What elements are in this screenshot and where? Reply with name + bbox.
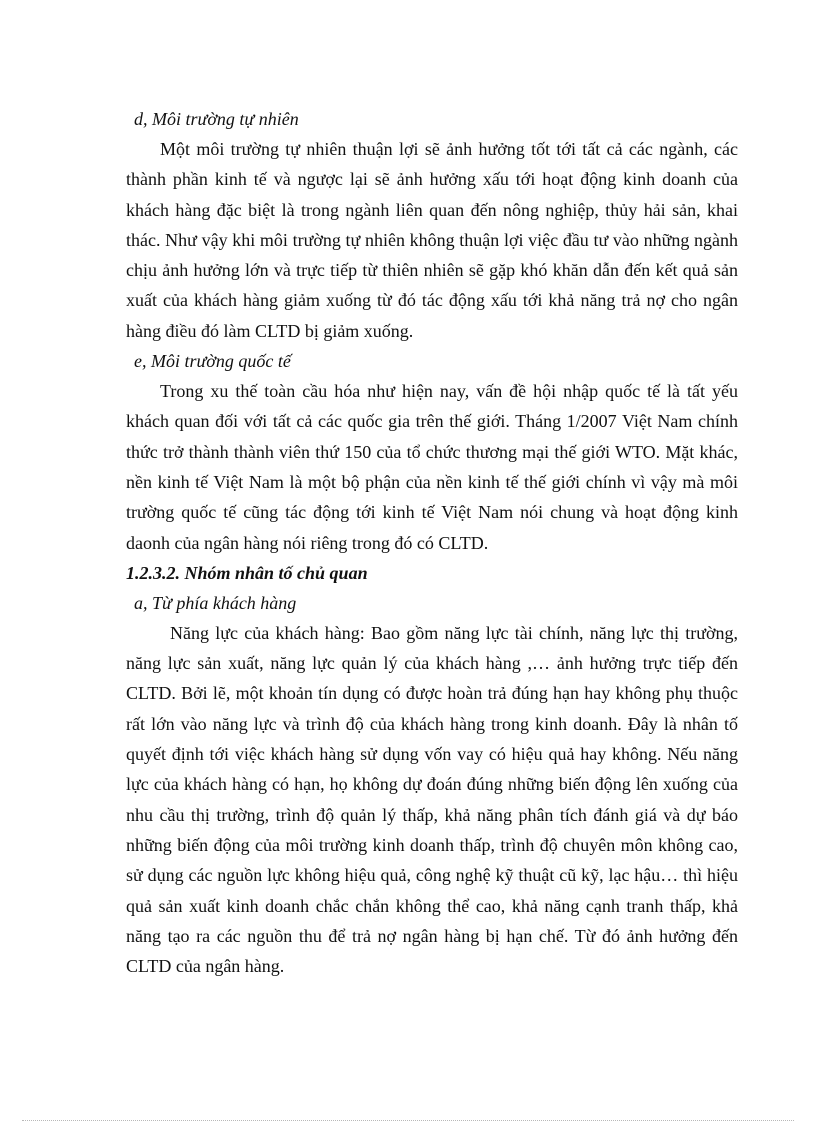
- paragraph-international-environment: Trong xu thế toàn cầu hóa như hiện nay, vấn đề hội nhập quốc tế là tất yếu khách quan đối với tất cả các quốc gia trên thế giới. Tháng 1/2007 Việt Nam chính thức trở thành thành viên thứ 150 của tổ chức thương mại thế giới WTO. Mặt khác, nền kinh tế Việt Nam là một bộ phận của nền kinh tế thế giới chính vì vậy mà môi trường quốc tế cũng tác động tới kinh tế Việt Nam nói chung và hoạt động kinh daonh của ngân hàng nói riêng trong đó có CLTD.: [126, 381, 738, 553]
- section-heading-subjective-factors: 1.2.3.2. Nhóm nhân tố chủ quan: [126, 562, 368, 583]
- subheading-international-environment: e, Môi trường quốc tế: [134, 351, 291, 372]
- subheading-customer-side: a, Từ phía khách hàng: [134, 592, 297, 613]
- document-body: [126, 104, 738, 981]
- page-bottom-divider: [22, 1120, 794, 1121]
- paragraph-customer-capacity: Năng lực của khách hàng: Bao gồm năng lực tài chính, năng lực thị trường, năng lực sản xuất, năng lực quản lý của khách hàng ,… ảnh hưởng trực tiếp đến CLTD. Bởi lẽ, một khoản tín dụng có được hoàn trả đúng hạn hay không phụ thuộc rất lớn vào năng lực và trình độ của khách hàng trong kinh doanh. Đây là nhân tố quyết định tới việc khách hàng sử dụng vốn vay có hiệu quả hay không. Nếu năng lực của khách hàng có hạn, họ không dự đoán đúng những biến động lên xuống của nhu cầu thị trường, trình độ quản lý thấp, khả năng phân tích đánh giá và dự báo những biến động của môi trường kinh doanh thấp, trình độ chuyên môn không cao, sử dụng các nguồn lực không hiệu quả, công nghệ kỹ thuật cũ kỹ, lạc hậu… thì hiệu quả sản xuất kinh doanh chắc chắn không thể cao, khả năng cạnh tranh thấp, khả năng tạo ra các nguồn thu để trả nợ ngân hàng bị hạn chế. Từ đó ảnh hưởng đến CLTD của ngân hàng.: [126, 622, 738, 977]
- subheading-natural-environment: d, Môi trường tự nhiên: [134, 109, 299, 129]
- paragraph-natural-environment: Một môi trường tự nhiên thuận lợi sẽ ảnh hưởng tốt tới tất cả các ngành, các thành phần kinh tế và ngược lại sẽ ảnh hưởng xấu tới hoạt động kinh doanh của khách hàng đặc biệt là trong ngành liên quan đến nông nghiệp, thủy hải sản, khai thác. Như vậy khi môi trường tự nhiên không thuận lợi việc đầu tư vào những ngành chịu ảnh hưởng lớn và trực tiếp từ thiên nhiên sẽ gặp khó khăn dẫn đến kết quả sản xuất của khách hàng giảm xuống từ đó tác động xấu tới khả năng trả nợ cho ngân hàng điều đó làm CLTD bị giảm xuống.: [126, 139, 738, 341]
